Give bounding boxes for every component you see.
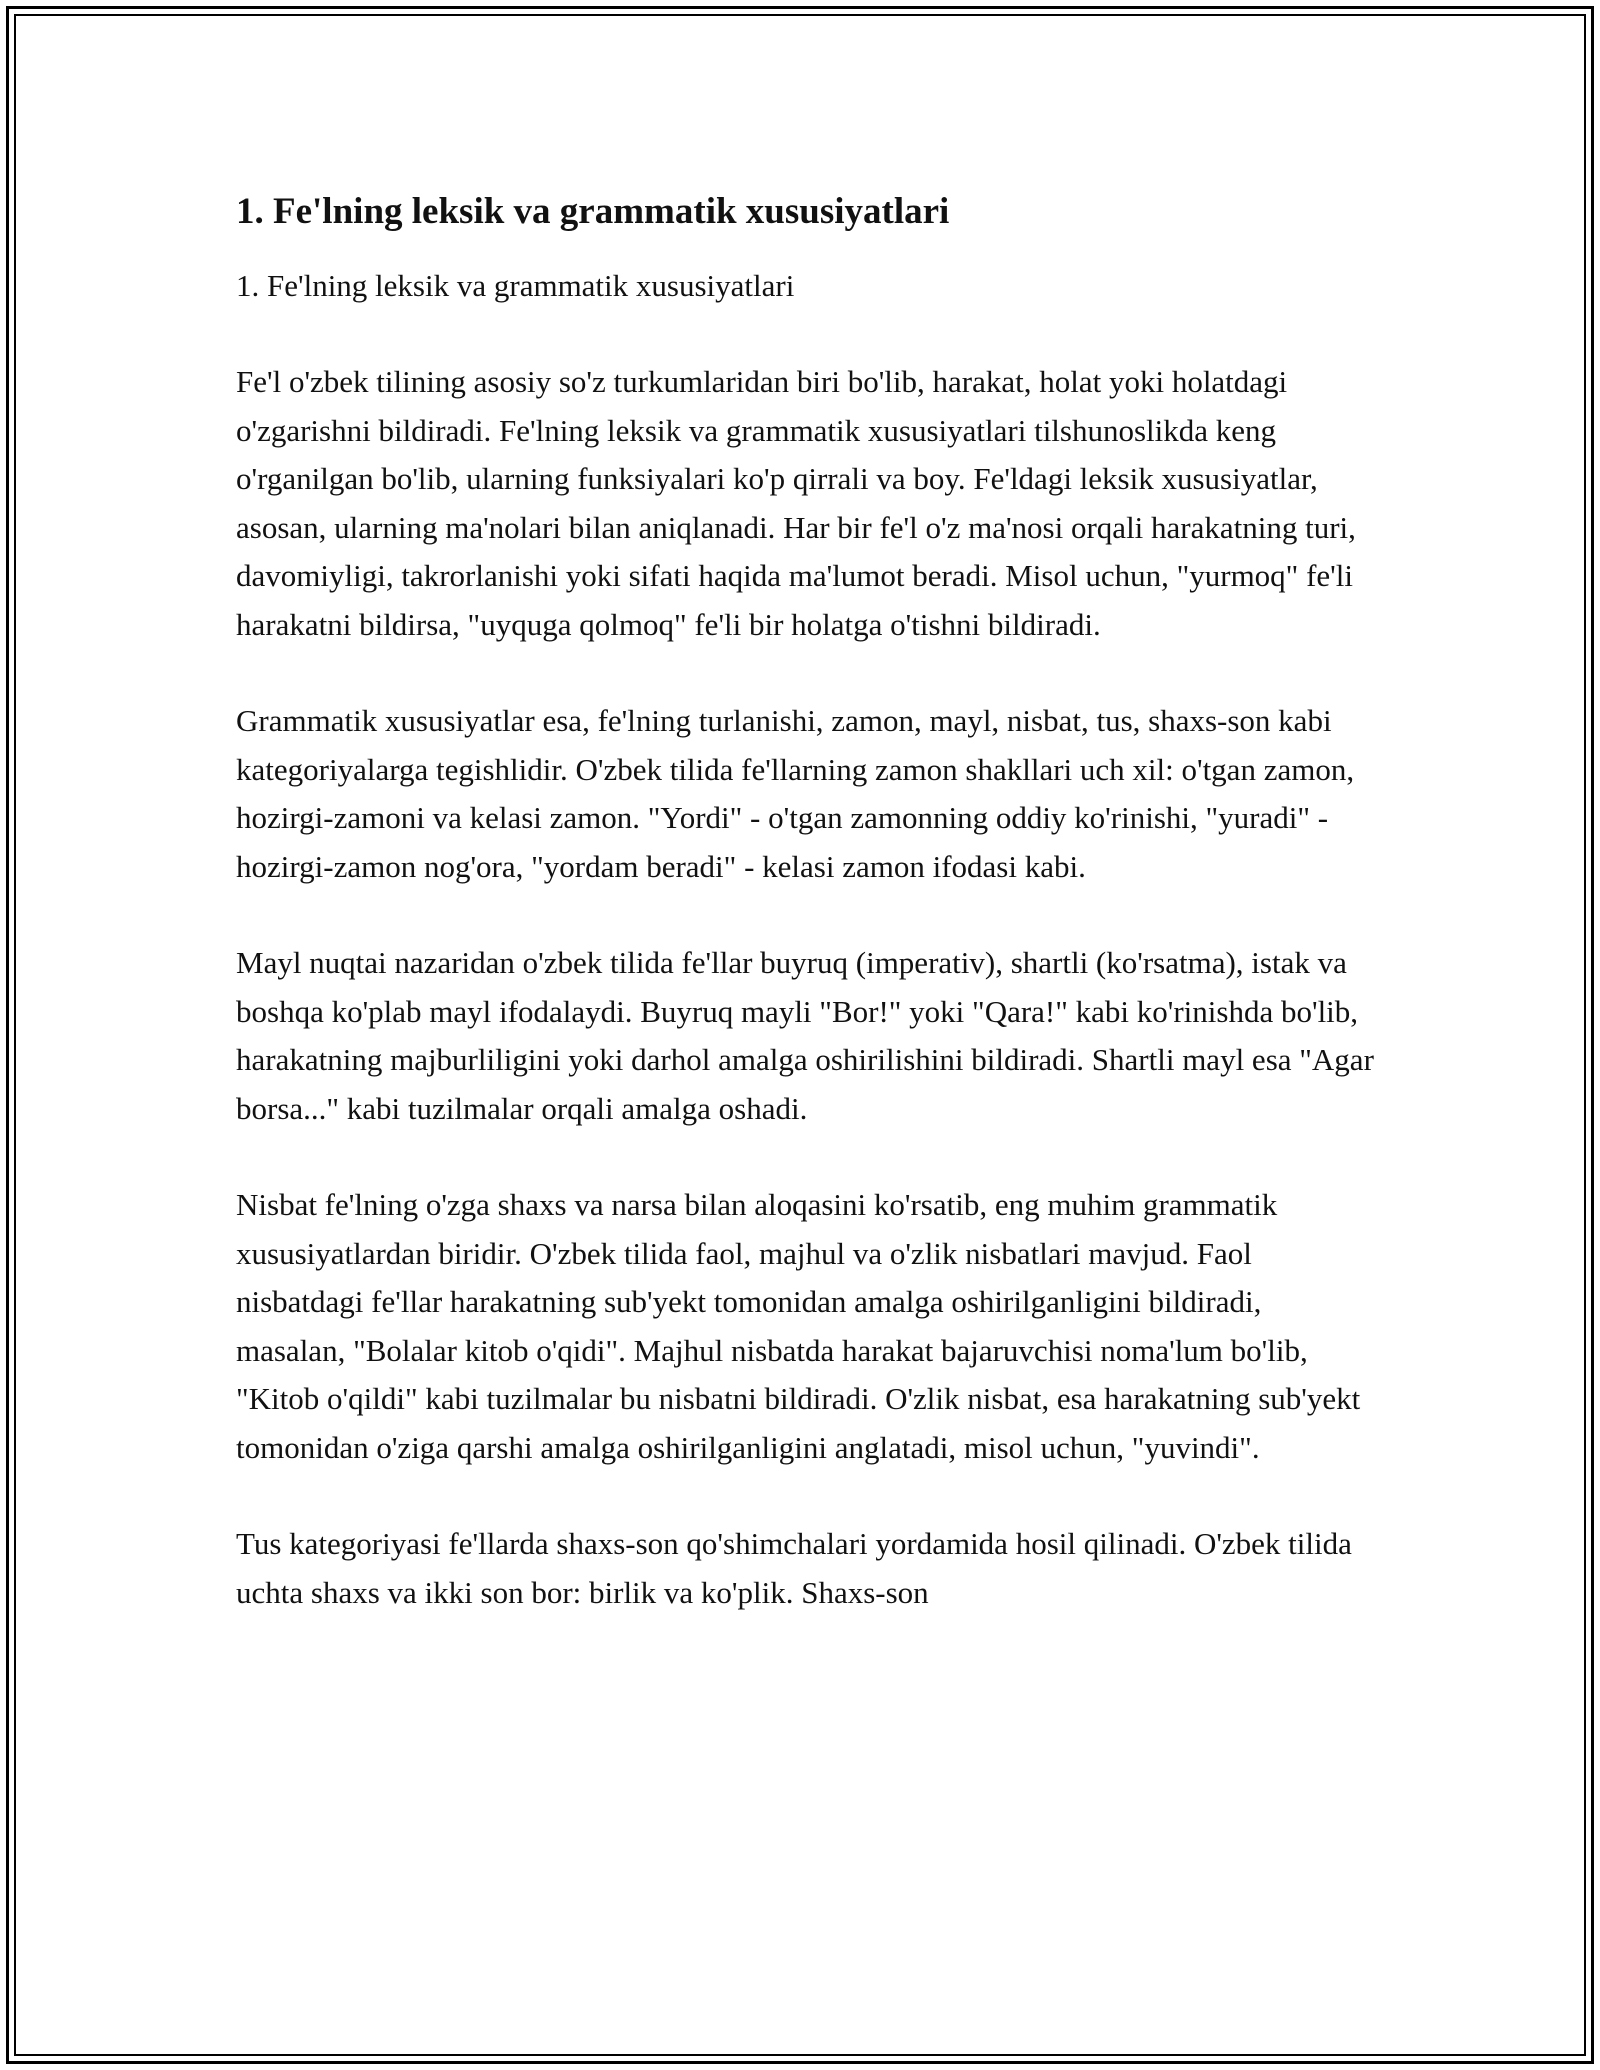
paragraph-mood: Mayl nuqtai nazaridan o'zbek tilida fe'llar buyruq (imperativ), shartli (ko'rsatma), istak va boshqa ko'plab mayl ifodalaydi. Buyruq mayli "Bor!" yoki "Qara!" kabi ko'rinishda bo'lib, harakatning majburliligini yoki darhol amalga oshirilishini bildiradi. Shartli mayl esa "Agar borsa..." kabi tuzilmalar orqali amalga oshadi. (236, 945, 1374, 1126)
paragraph-grammatical-features: Grammatik xususiyatlar esa, fe'lning turlanishi, zamon, mayl, nisbat, tus, shaxs-son kabi kategoriyalarga tegishlidir. O'zbek tilida fe'llarning zamon shakllari uch xil: o'tgan zamon, hozirgi-zamoni va kelasi zamon. "Yordi" - o'tgan zamonning oddiy ko'rinishi, "yuradi" - hozirgi-zamon nog'ora, "yordam beradi" - kelasi zamon ifodasi kabi. (236, 703, 1355, 884)
paragraph-lexical-features: Fe'l o'zbek tilining asosiy so'z turkumlaridan biri bo'lib, harakat, holat yoki holatdagi o'zgarishni bildiradi. Fe'lning leksik va grammatik xususiyatlari tilshunoslikda keng o'rganilgan bo'lib, ularning funksiyalari ko'p qirrali va boy. Fe'ldagi leksik xususiyatlar, asosan, ularning ma'nolari bilan aniqlanadi. Har bir fe'l o'z ma'nosi orqali harakatning turi, davomiyligi, takrorlanishi yoki sifati haqida ma'lumot beradi. Misol uchun, "yurmoq" fe'li harakatni bildirsa, "uyquga qolmoq" fe'li bir holatga o'tishni bildiradi. (236, 364, 1356, 642)
paragraph-person-number: Tus kategoriyasi fe'llarda shaxs-son qo'shimchalari yordamida hosil qilinadi. O'zbek tilida uchta shaxs va ikki son bor: birlik va ko'plik. Shaxs-son (236, 1526, 1352, 1610)
paragraph-voice: Nisbat fe'lning o'zga shaxs va narsa bilan aloqasini ko'rsatib, eng muhim grammatik xususiyatlardan biridir. O'zbek tilida faol, majhul va o'zlik nisbatlari mavjud. Faol nisbatdagi fe'llar harakatning sub'yekt tomonidan amalga oshirilganligini bildiradi, masalan, "Bolalar kitob o'qidi". Majhul nisbatda harakat bajaruvchisi noma'lum bo'lib, "Kitob o'qildi" kabi tuzilmalar bu nisbatni bildiradi. O'zlik nisbat, esa harakatning sub'yekt tomonidan o'ziga qarshi amalga oshirilganligini anglatadi, misol uchun, "yuvindi". (236, 1187, 1361, 1465)
document-title: 1. Fe'lning leksik va grammatik xususiyatlari (236, 191, 950, 232)
document-body (236, 184, 1376, 1665)
section-heading: 1. Fe'lning leksik va grammatik xususiyatlari (236, 268, 795, 303)
